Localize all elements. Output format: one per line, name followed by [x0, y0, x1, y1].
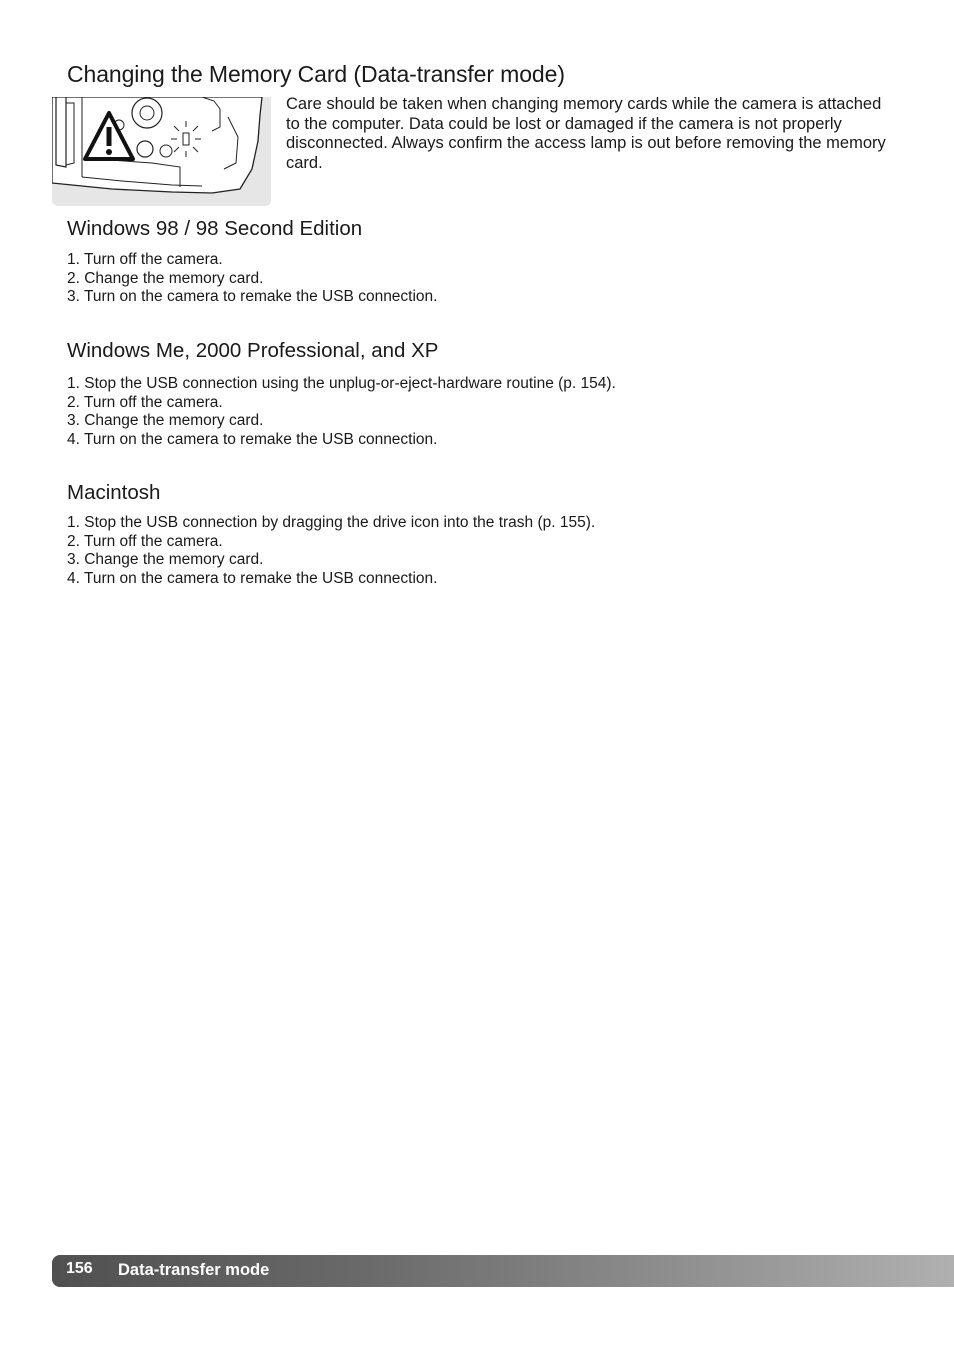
step-item: 2. Turn off the camera. — [67, 532, 223, 550]
step-item: 1. Stop the USB connection by dragging the drive icon into the trash (p. 155). — [67, 514, 596, 531]
camera-warning-icon — [52, 97, 271, 206]
step-item: 3. Change the memory card. — [67, 412, 264, 430]
step-item: 1. Turn off the camera. — [67, 251, 223, 268]
step-item: 3. Change the memory card. — [67, 551, 264, 569]
step-item: 4. Turn on the camera to remake the USB connection. — [67, 569, 438, 587]
footer-bar — [52, 1255, 954, 1287]
step-item: 2. Turn off the camera. — [67, 393, 223, 411]
heading-windows-me-2000-xp: Windows Me, 2000 Professional, and XP — [67, 339, 439, 362]
camera-access-lamp-illustration — [52, 97, 271, 206]
footer-section-label: Data-transfer mode — [118, 1261, 270, 1279]
intro-paragraph: Care should be taken when changing memory cards while the camera is attached to the computer. Data could be lost or damaged if the camera is not properly disconnected. Always confirm the access lamp is out before removing the memory card. — [286, 95, 886, 172]
steps-windows-98 — [67, 251, 437, 307]
page-title: Changing the Memory Card (Data-transfer mode) — [67, 61, 565, 87]
heading-windows-98: Windows 98 / 98 Second Edition — [67, 217, 363, 240]
heading-macintosh: Macintosh — [67, 481, 161, 504]
step-item: 4. Turn on the camera to remake the USB connection. — [67, 430, 438, 448]
step-item: 1. Stop the USB connection using the unplug-or-eject-hardware routine (p. 154). — [67, 375, 616, 392]
page-number: 156 — [66, 1260, 93, 1277]
steps-macintosh — [67, 514, 595, 588]
step-item: 3. Turn on the camera to remake the USB connection. — [67, 288, 438, 306]
steps-windows-me-2000-xp — [67, 375, 616, 449]
step-item: 2. Change the memory card. — [67, 269, 264, 287]
